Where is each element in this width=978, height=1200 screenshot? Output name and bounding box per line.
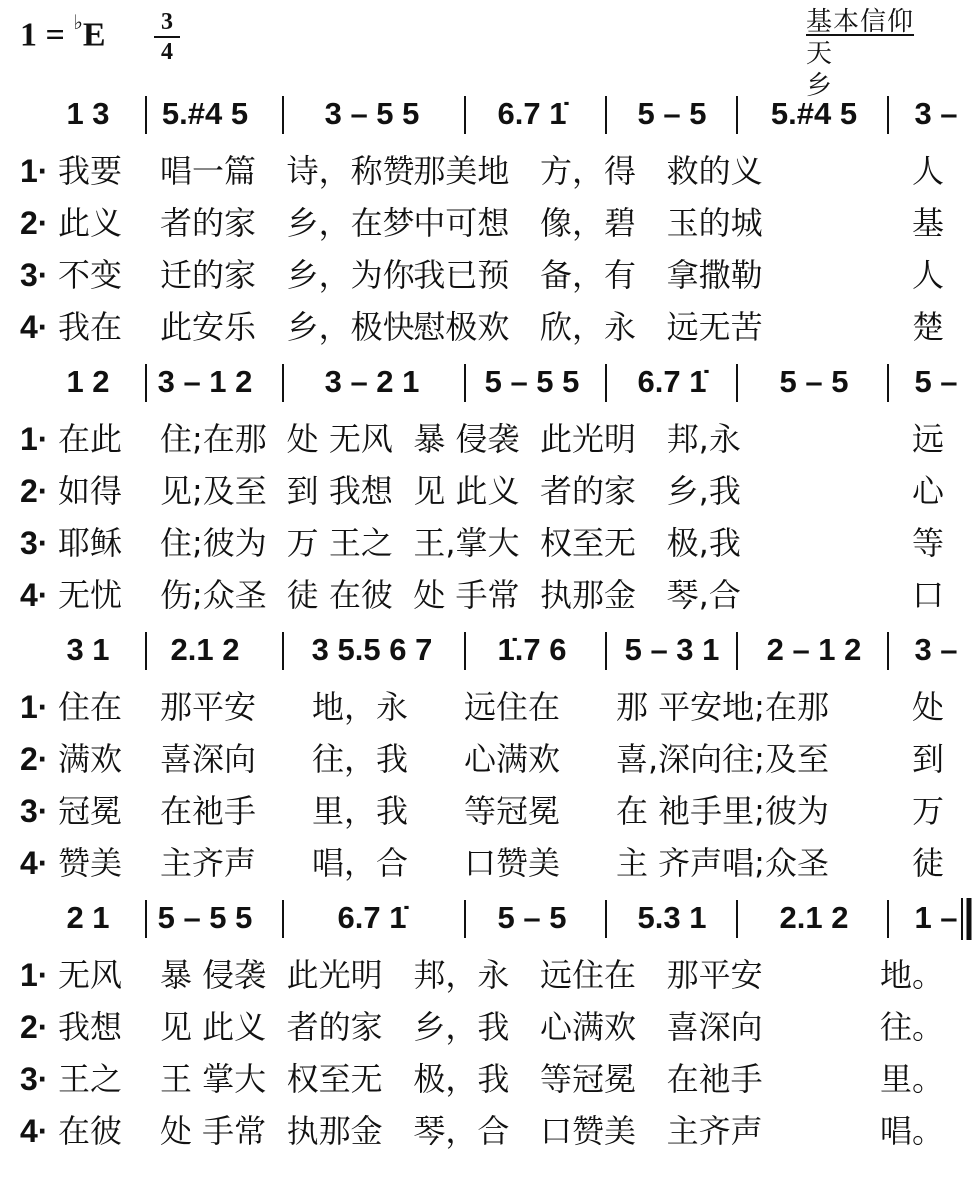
lyric-syllable: 处 手常 — [413, 576, 520, 614]
lyric-syllable: 者的家 — [160, 204, 257, 242]
lyric-syllable: 那 平安地;在那 — [616, 688, 829, 726]
lyric-syllable: 万 — [911, 792, 944, 830]
verse-number: 3· — [20, 257, 49, 293]
lyric-syllable: 主齐声 — [160, 844, 257, 882]
note-group: 2.1 2 — [779, 900, 849, 935]
verse-number: 3· — [20, 525, 49, 561]
note-group: 1 2 — [66, 364, 110, 399]
lyric-syllable: 权至无 — [286, 1060, 383, 1098]
note-group: 5 – 3 1 — [624, 632, 720, 667]
note-group: 3 – 1 2 — [157, 364, 253, 399]
verse-number: 1· — [20, 421, 49, 457]
lyric-syllable: 唱一篇 — [160, 152, 257, 190]
lyric-syllable: 里。 — [879, 1060, 944, 1098]
verse-number: 2· — [20, 1009, 49, 1045]
lyric-syllable: 王之 — [58, 1060, 123, 1098]
note-group: 5 – 5 — [779, 364, 849, 399]
lyric-syllable: 在 祂手里;彼为 — [616, 792, 829, 830]
lyric-syllable: 慰极欢 — [413, 308, 510, 346]
lyric-syllable: 口赞美 — [464, 844, 561, 882]
lyric-syllable: 到 — [911, 740, 944, 778]
lyric-syllable: 我想 — [58, 1008, 123, 1046]
lyric-syllable: 乡，我 — [413, 1008, 510, 1046]
lyric-syllable: 冠冕 — [58, 792, 123, 830]
lyric-syllable: 唱，合 — [312, 844, 409, 882]
lyric-syllable: 基 — [911, 204, 944, 242]
note-group: 3 – — [914, 96, 958, 131]
note-group: 1 – — [914, 900, 958, 935]
lyric-syllable: 此光明 — [540, 420, 637, 458]
lyric-syllable: 楚 — [911, 308, 944, 346]
lyric-syllable: 琴，合 — [413, 1112, 510, 1150]
key-prefix: 1 = — [20, 16, 74, 54]
lyric-syllable: 人 — [911, 256, 944, 294]
lyric-syllable: 见 此义 — [413, 472, 520, 510]
lyric-syllable: 诗，称赞 — [286, 152, 415, 190]
lyric-syllable: 远住在 — [464, 688, 561, 726]
lyric-syllable: 远 — [911, 420, 944, 458]
lyric-syllable: 伤;众圣 — [160, 576, 267, 614]
lyric-syllable: 邦，永 — [413, 956, 510, 994]
lyric-syllable: 像，碧 — [540, 204, 637, 242]
lyric-syllable: 此义 — [58, 204, 123, 242]
lyric-syllable: 邦,永 — [666, 420, 741, 458]
lyric-syllable: 权至无 — [540, 524, 637, 562]
lyric-syllable: 住在 — [58, 688, 123, 726]
verse-number: 4· — [20, 1113, 49, 1149]
note-group: 1 3 — [66, 96, 110, 131]
lyric-syllable: 那美地 — [413, 152, 510, 190]
note-group: 6.7 1̇ — [497, 96, 567, 131]
lyric-syllable: 琴,合 — [666, 576, 741, 614]
lyric-syllable: 迁的家 — [160, 256, 257, 294]
lyric-syllable: 在祂手 — [666, 1060, 763, 1098]
lyric-syllable: 无忧 — [58, 576, 123, 614]
song-title: 基本信仰 — [806, 7, 915, 37]
note-group: 5.#4 5 — [161, 96, 249, 131]
verse-number: 3· — [20, 1061, 49, 1097]
lyric-syllable: 住;彼为 — [160, 524, 267, 562]
lyric-syllable: 暴 侵袭 — [413, 420, 520, 458]
note-group: 3 5.5 6 7 — [311, 632, 433, 667]
lyric-syllable: 口赞美 — [540, 1112, 637, 1150]
lyric-syllable: 地，永 — [312, 688, 409, 726]
key-letter: E — [82, 16, 106, 54]
lyric-syllable: 远住在 — [540, 956, 637, 994]
note-group: 5 – 5 — [637, 96, 707, 131]
author-name: 天乡 — [806, 39, 895, 101]
lyric-syllable: 到 我想 — [286, 472, 393, 510]
verse-number: 3· — [20, 793, 49, 829]
lyric-syllable: 见 此义 — [160, 1008, 267, 1046]
lyric-syllable: 救的义 — [666, 152, 763, 190]
lyric-syllable: 者的家 — [286, 1008, 383, 1046]
lyric-syllable: 如得 — [58, 472, 123, 510]
note-group: 3 – 2 1 — [324, 364, 420, 399]
lyric-syllable: 里，我 — [312, 792, 409, 830]
lyric-syllable: 极,我 — [666, 524, 741, 562]
lyric-syllable: 备，有 — [540, 256, 637, 294]
lyric-syllable: 等冠冕 — [464, 792, 561, 830]
verse-number: 4· — [20, 309, 49, 345]
verse-number: 1· — [20, 153, 49, 189]
lyric-syllable: 徒 — [911, 844, 944, 882]
lyric-syllable: 那平安 — [666, 956, 763, 994]
lyric-syllable: 王,掌大 — [413, 524, 520, 562]
lyric-syllable: 地。 — [879, 956, 944, 994]
lyric-syllable: 人 — [911, 152, 944, 190]
note-group: 3 1 — [66, 632, 110, 667]
lyric-syllable: 乡，为你 — [286, 256, 415, 294]
note-group: 5 – 5 5 — [157, 900, 253, 935]
lyric-syllable: 往，我 — [312, 740, 409, 778]
lyric-syllable: 喜,深向往;及至 — [616, 740, 829, 778]
lyric-syllable: 赞美 — [58, 844, 123, 882]
meter-top: 3 — [161, 9, 173, 35]
lyric-syllable: 喜深向 — [160, 740, 257, 778]
lyric-syllable: 万 王之 — [286, 524, 393, 562]
lyric-syllable: 主 齐声唱;众圣 — [616, 844, 829, 882]
lyric-syllable: 远无苦 — [666, 308, 763, 346]
note-group: 5 – 5 5 — [484, 364, 580, 399]
lyric-syllable: 在彼 — [58, 1112, 123, 1150]
verse-number: 1· — [20, 689, 49, 725]
lyric-syllable: 处 — [911, 688, 944, 726]
verse-number: 1· — [20, 957, 49, 993]
lyric-syllable: 欣，永 — [540, 308, 637, 346]
lyric-syllable: 唱。 — [879, 1112, 944, 1150]
lyric-syllable: 心满欢 — [540, 1008, 637, 1046]
verse-number: 2· — [20, 741, 49, 777]
verse-number: 4· — [20, 577, 49, 613]
note-group: 5.3 1 — [637, 900, 707, 935]
lyric-syllable: 执那金 — [540, 576, 637, 614]
lyric-syllable: 心 — [911, 472, 944, 510]
lyric-syllable: 乡,我 — [666, 472, 741, 510]
lyric-syllable: 见;及至 — [160, 472, 267, 510]
lyric-syllable: 暴 侵袭 — [160, 956, 267, 994]
lyric-syllable: 我在 — [58, 308, 123, 346]
lyric-syllable: 喜深向 — [666, 1008, 763, 1046]
note-group: 1̇.7 6 — [497, 632, 567, 667]
lyric-syllable: 此光明 — [286, 956, 383, 994]
lyric-syllable: 心满欢 — [464, 740, 561, 778]
note-group: 2 – 1 2 — [766, 632, 862, 667]
note-group: 6.7 1̇ — [337, 900, 407, 935]
note-group: 2 1 — [66, 900, 110, 935]
lyric-syllable: 在祂手 — [160, 792, 257, 830]
verse-number: 2· — [20, 473, 49, 509]
lyric-syllable: 耶稣 — [58, 524, 123, 562]
note-group: 5.#4 5 — [770, 96, 858, 131]
lyric-syllable: 满欢 — [58, 740, 123, 778]
lyric-syllable: 等 — [911, 524, 944, 562]
lyric-syllable: 往。 — [879, 1008, 944, 1046]
lyric-syllable: 处 手常 — [160, 1112, 267, 1150]
note-group: 3 – 5 5 — [324, 96, 420, 131]
note-group: 6.7 1̇ — [637, 364, 707, 399]
note-group: 2.1 2 — [170, 632, 240, 667]
note-group: 3 – — [914, 632, 958, 667]
lyric-syllable: 主齐声 — [666, 1112, 763, 1150]
note-group: 5 – 5 — [497, 900, 567, 935]
lyric-syllable: 乡，极快 — [286, 308, 415, 346]
lyric-syllable: 我要 — [58, 152, 123, 190]
lyric-syllable: 我已预 — [413, 256, 510, 294]
lyric-syllable: 住;在那 — [160, 420, 267, 458]
lyric-syllable: 徒 在彼 — [286, 576, 393, 614]
note-group: 5 – — [914, 364, 958, 399]
lyric-syllable: 处 无风 — [286, 420, 393, 458]
lyric-syllable: 中可想 — [413, 204, 510, 242]
lyric-syllable: 极，我 — [413, 1060, 510, 1098]
lyric-syllable: 此安乐 — [160, 308, 257, 346]
flat-sign: ♭ — [73, 12, 83, 34]
lyric-syllable: 无风 — [58, 956, 123, 994]
lyric-syllable: 等冠冕 — [540, 1060, 637, 1098]
lyric-syllable: 王 掌大 — [160, 1060, 267, 1098]
lyric-syllable: 口 — [911, 576, 944, 614]
lyric-syllable: 者的家 — [540, 472, 637, 510]
meter-bottom: 4 — [161, 39, 173, 65]
lyric-syllable: 在此 — [58, 420, 123, 458]
lyric-syllable: 乡，在梦 — [286, 204, 415, 242]
lyric-syllable: 不变 — [58, 256, 123, 294]
lyric-syllable: 方，得 — [540, 152, 637, 190]
verse-number: 4· — [20, 845, 49, 881]
lyric-syllable: 那平安 — [160, 688, 257, 726]
verse-number: 2· — [20, 205, 49, 241]
lyric-syllable: 执那金 — [286, 1112, 383, 1150]
lyric-syllable: 拿撒勒 — [666, 256, 763, 294]
lyric-syllable: 玉的城 — [666, 204, 763, 242]
